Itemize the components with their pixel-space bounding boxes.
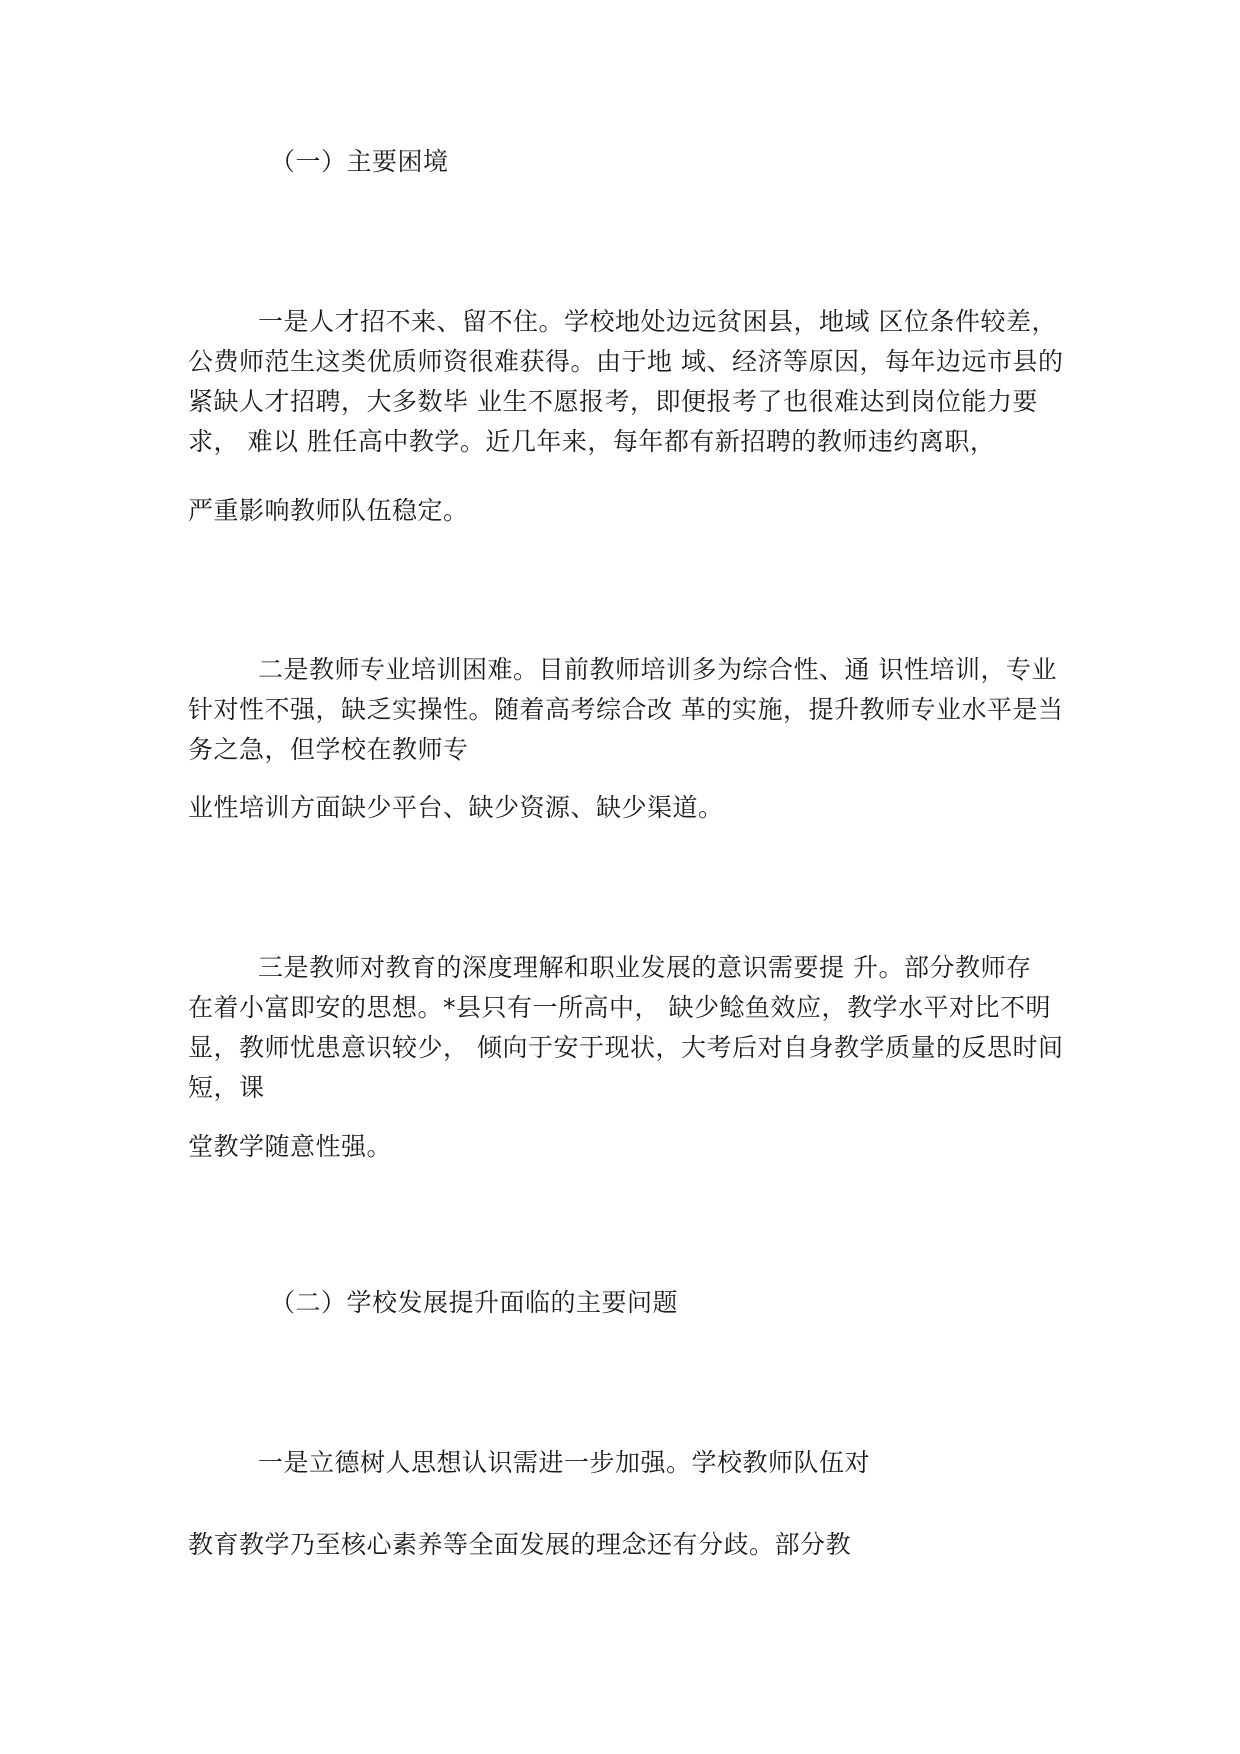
paragraph-line: 在着小富即安的思想。*县只有一所高中， 缺少鲶鱼效应，教学水平对比不明 [188, 993, 1051, 1022]
paragraph-line: 求， 难以 胜任高中教学。近几年来，每年都有新招聘的教师违约离职， [188, 427, 996, 456]
paragraph-line: 业性培训方面缺少平台、缺少资源、缺少渠道。 [188, 793, 724, 822]
section-heading-2: （二）学校发展提升面临的主要问题 [270, 1288, 679, 1317]
paragraph-line: 严重影响教师队伍稳定。 [188, 496, 469, 525]
paragraph-line: 堂教学随意性强。 [188, 1132, 393, 1161]
paragraph-line: 三是教师对教育的深度理解和职业发展的意识需要提 升。部分教师存 [258, 953, 1032, 982]
paragraph-line: 务之急，但学校在教师专 [188, 735, 469, 764]
paragraph-line: 教育教学乃至核心素养等全面发展的理念还有分歧。部分教 [188, 1530, 852, 1559]
paragraph-line: 公费师范生这类优质师资很难获得。由于地 域、经济等原因，每年边远市县的 [188, 347, 1064, 376]
paragraph-line: 一是人才招不来、留不住。学校地处边远贫困县，地域 区位条件较差， [258, 307, 1057, 336]
paragraph-line: 针对性不强，缺乏实操性。随着高考综合改 革的实施，提升教师专业水平是当 [188, 695, 1064, 724]
paragraph-line: 一是立德树人思想认识需进一步加强。学校教师队伍对 [258, 1448, 871, 1477]
paragraph-line: 二是教师专业培训困难。目前教师培训多为综合性、通 识性培训，专业 [258, 655, 1057, 684]
section-heading-1: （一）主要困境 [270, 147, 449, 176]
paragraph-line: 短，课 [188, 1073, 265, 1102]
paragraph-line: 紧缺人才招聘，大多数毕 业生不愿报考，即便报考了也很难达到岗位能力要 [188, 387, 1038, 416]
paragraph-line: 显，教师忧患意识较少， 倾向于安于现状，大考后对自身教学质量的反思时间 [188, 1033, 1064, 1062]
